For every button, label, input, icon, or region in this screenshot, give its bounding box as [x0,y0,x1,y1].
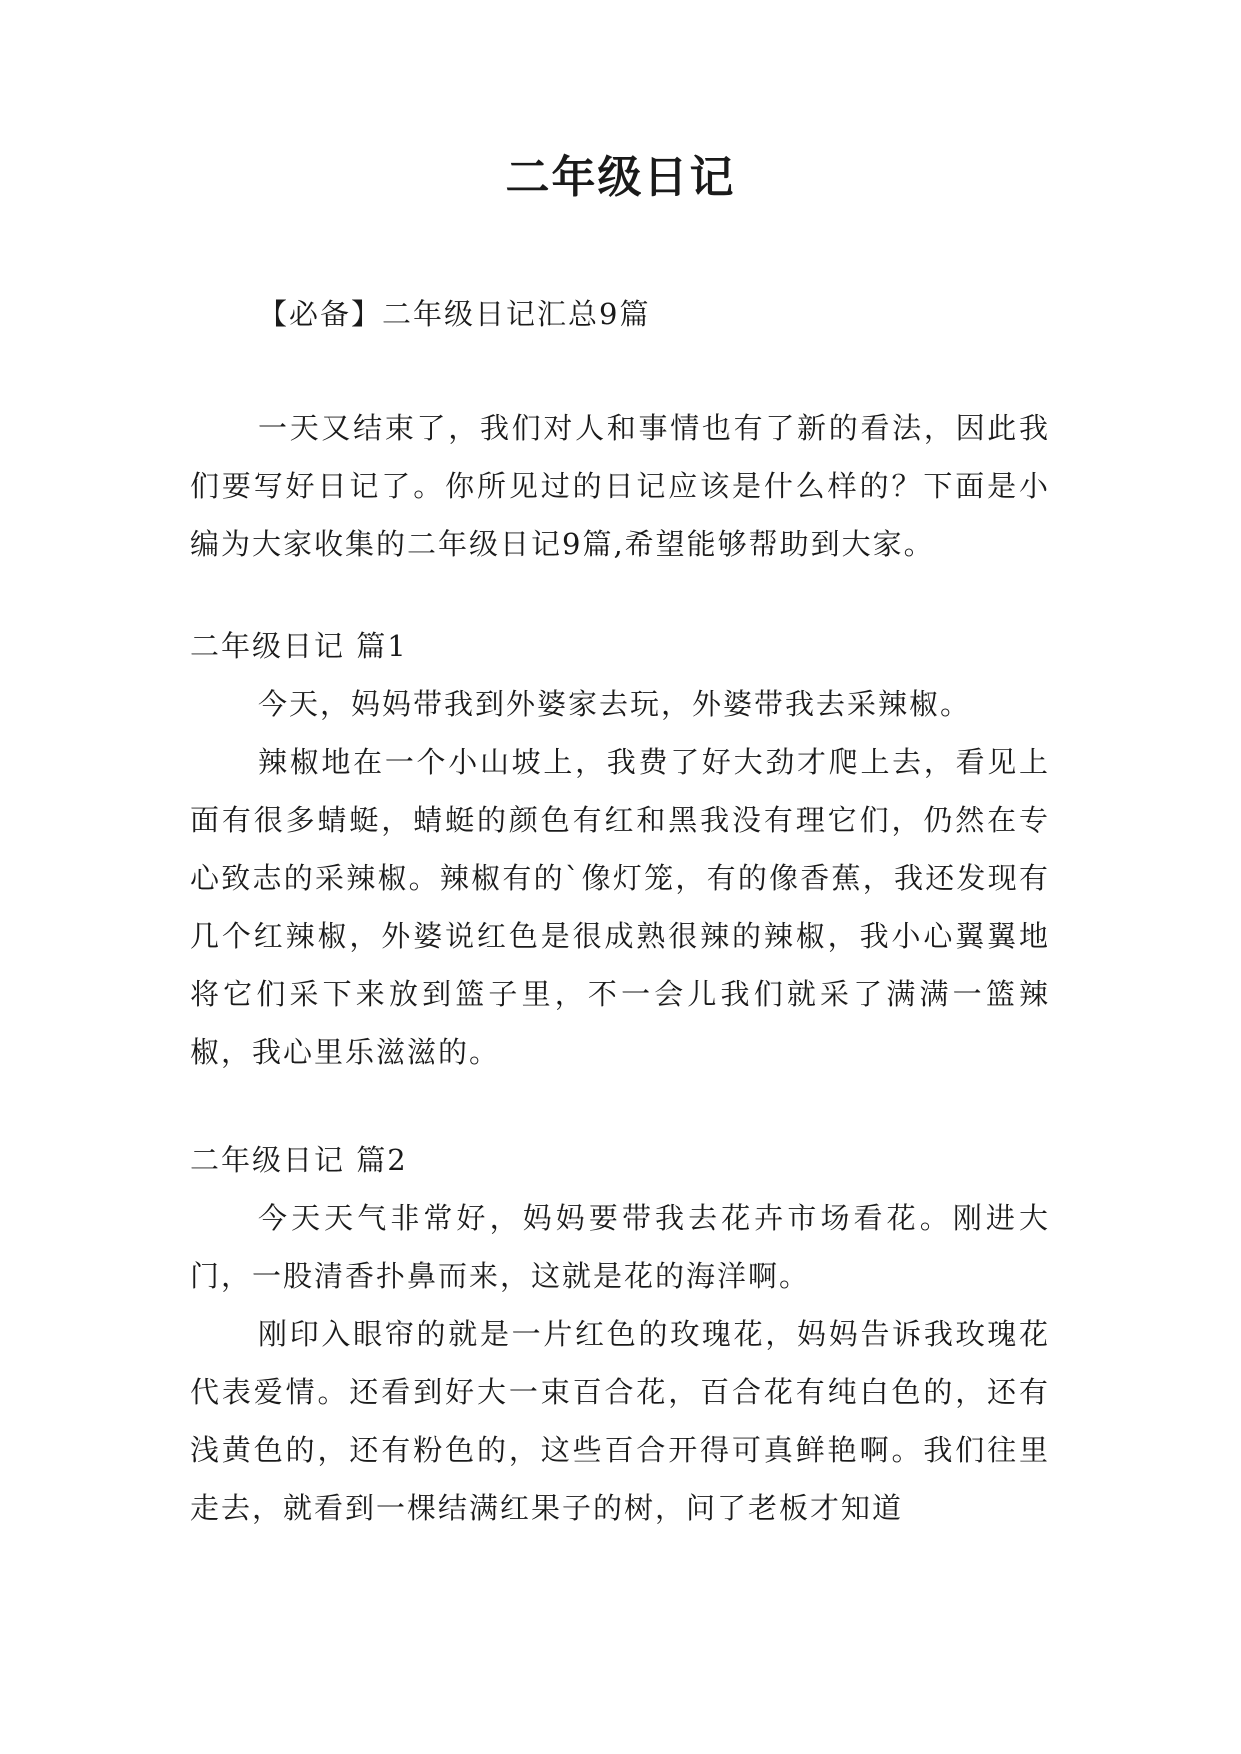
diary-entry-1 [190,617,1050,1081]
document-subtitle: 【必备】二年级日记汇总9篇 [258,297,651,331]
entry-paragraph: 今天，妈妈带我到外婆家去玩，外婆带我去采辣椒。 [258,687,972,721]
entry-heading: 二年级日记 篇1 [190,629,408,663]
page-title: 二年级日记 [505,152,736,203]
entry-paragraph: 刚印入眼帘的就是一片红色的玫瑰花，妈妈告诉我玫瑰花代表爱情。还看到好大一束百合花，百合花有纯白色的，还有浅黄色的，还有粉色的，这些百合开得可真鲜艳啊。我们往里走去，就看到一棵结满红果子的树，问了老板才知道 [190,1317,1050,1525]
intro-paragraph: 一天又结束了，我们对人和事情也有了新的看法，因此我们要写好日记了。你所见过的日记应该是什么样的？下面是小编为大家收集的二年级日记9篇,希望能够帮助到大家。 [190,411,1050,561]
entry-paragraph: 今天天气非常好，妈妈要带我去花卉市场看花。刚进大门，一股清香扑鼻而来，这就是花的海洋啊。 [190,1201,1050,1293]
entry-paragraph: 辣椒地在一个小山坡上，我费了好大劲才爬上去，看见上面有很多蜻蜓，蜻蜓的颜色有红和黑我没有理它们，仍然在专心致志的采辣椒。辣椒有的`像灯笼，有的像香蕉，我还发现有几个红辣椒，外婆说红色是很成熟很辣的辣椒，我小心翼翼地将它们采下来放到篮子里，不一会儿我们就采了满满一篮辣椒，我心里乐滋滋的。 [190,745,1050,1069]
diary-entry-2 [190,1131,1050,1537]
document-body [190,285,1050,1587]
entry-heading: 二年级日记 篇2 [190,1143,408,1177]
